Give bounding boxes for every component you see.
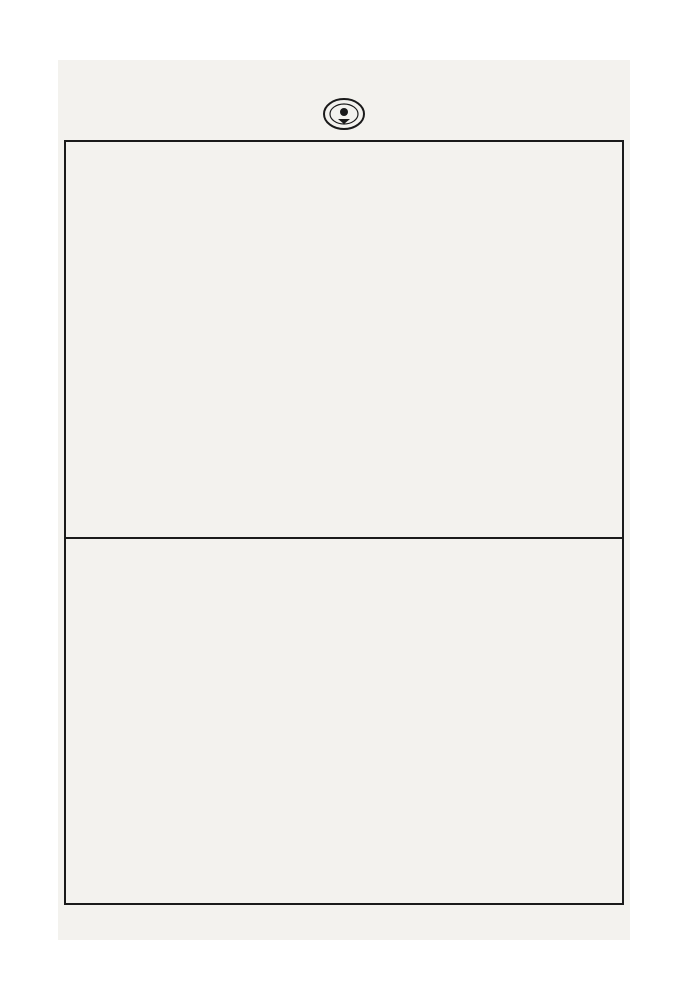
catalog-bottom-band	[66, 537, 622, 903]
catalog-table	[64, 140, 624, 905]
catalog-top-band	[66, 142, 622, 539]
page-title	[58, 94, 630, 134]
polydor-logo-icon	[322, 97, 366, 131]
record-catalog-page	[58, 60, 630, 940]
